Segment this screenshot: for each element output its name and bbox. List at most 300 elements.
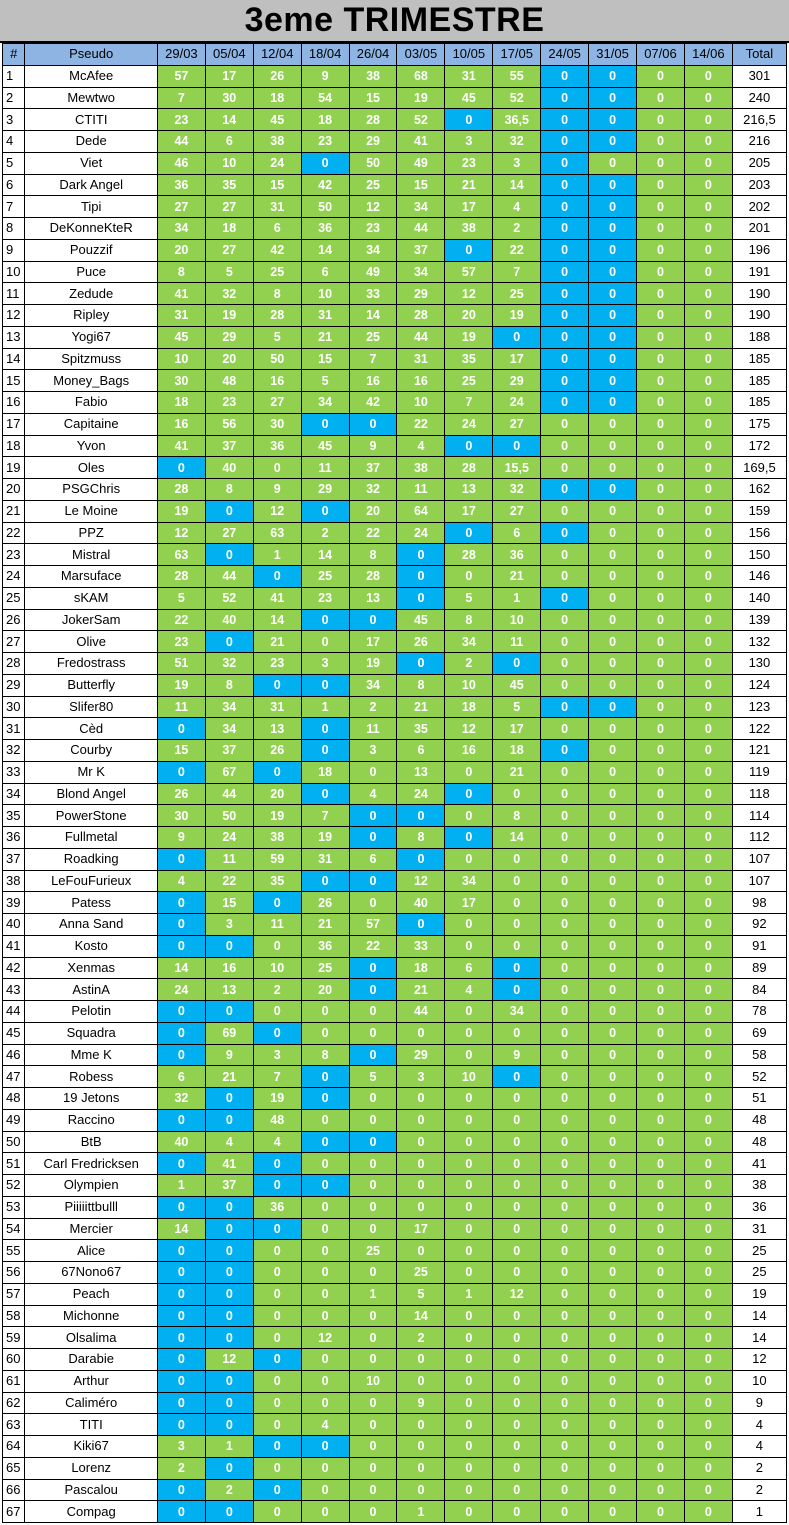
score-cell: 17 — [445, 500, 493, 522]
score-cell: 0 — [301, 1218, 349, 1240]
total-cell: 114 — [732, 805, 786, 827]
rank-cell: 62 — [3, 1392, 25, 1414]
rank-cell: 49 — [3, 1109, 25, 1131]
score-cell: 0 — [493, 1109, 541, 1131]
score-cell: 31 — [157, 305, 205, 327]
score-cell: 0 — [637, 413, 685, 435]
table-row — [3, 1457, 787, 1479]
score-cell: 13 — [253, 718, 301, 740]
score-cell: 0 — [541, 370, 589, 392]
score-cell: 0 — [637, 544, 685, 566]
score-cell: 0 — [589, 979, 637, 1001]
score-cell: 0 — [589, 631, 637, 653]
score-cell: 22 — [205, 870, 253, 892]
score-cell: 0 — [637, 566, 685, 588]
score-cell: 32 — [157, 1088, 205, 1110]
score-cell: 48 — [253, 1109, 301, 1131]
pseudo-cell: Viet — [25, 152, 158, 174]
score-cell: 0 — [589, 500, 637, 522]
score-cell: 5 — [301, 370, 349, 392]
score-cell: 0 — [205, 1327, 253, 1349]
score-cell: 0 — [541, 957, 589, 979]
score-cell: 0 — [684, 1414, 732, 1436]
pseudo-cell: AstinA — [25, 979, 158, 1001]
score-cell: 0 — [541, 1131, 589, 1153]
table-row — [3, 827, 787, 849]
score-cell: 0 — [684, 109, 732, 131]
score-cell: 17 — [493, 348, 541, 370]
score-cell: 0 — [589, 1131, 637, 1153]
score-cell: 4 — [445, 979, 493, 1001]
score-cell: 29 — [397, 283, 445, 305]
score-cell: 0 — [253, 1240, 301, 1262]
score-cell: 20 — [349, 500, 397, 522]
score-cell: 22 — [157, 609, 205, 631]
total-cell: 14 — [732, 1327, 786, 1349]
score-cell: 21 — [493, 761, 541, 783]
score-cell: 0 — [541, 609, 589, 631]
score-cell: 0 — [684, 1262, 732, 1284]
pseudo-cell: Alice — [25, 1240, 158, 1262]
score-cell: 0 — [684, 1044, 732, 1066]
score-cell: 0 — [541, 935, 589, 957]
score-cell: 24 — [253, 152, 301, 174]
header-rank: # — [3, 44, 25, 66]
header-row — [3, 44, 787, 66]
total-cell: 169,5 — [732, 457, 786, 479]
pseudo-cell: Pouzzif — [25, 239, 158, 261]
total-cell: 118 — [732, 783, 786, 805]
table-row — [3, 979, 787, 1001]
score-cell: 0 — [541, 1262, 589, 1284]
score-cell: 0 — [541, 740, 589, 762]
rank-cell: 22 — [3, 522, 25, 544]
score-cell: 28 — [349, 566, 397, 588]
score-cell: 0 — [684, 305, 732, 327]
total-cell: 185 — [732, 392, 786, 414]
score-cell: 4 — [205, 1131, 253, 1153]
pseudo-cell: Oles — [25, 457, 158, 479]
table-row — [3, 1196, 787, 1218]
score-cell: 0 — [253, 1022, 301, 1044]
score-cell: 31 — [397, 348, 445, 370]
rank-cell: 58 — [3, 1305, 25, 1327]
pseudo-cell: McAfee — [25, 65, 158, 87]
score-cell: 14 — [301, 239, 349, 261]
score-cell: 0 — [684, 65, 732, 87]
header-date: 17/05 — [493, 44, 541, 66]
score-cell: 0 — [301, 1022, 349, 1044]
score-cell: 0 — [301, 413, 349, 435]
score-cell: 33 — [397, 935, 445, 957]
score-cell: 0 — [541, 174, 589, 196]
score-cell: 52 — [397, 109, 445, 131]
score-cell: 0 — [684, 892, 732, 914]
score-cell: 0 — [493, 326, 541, 348]
pseudo-cell: Arthur — [25, 1370, 158, 1392]
score-cell: 2 — [157, 1457, 205, 1479]
score-cell: 21 — [253, 631, 301, 653]
score-cell: 0 — [589, 326, 637, 348]
score-cell: 15 — [253, 174, 301, 196]
score-cell: 0 — [589, 109, 637, 131]
score-cell: 18 — [205, 218, 253, 240]
score-cell: 0 — [541, 1457, 589, 1479]
score-cell: 0 — [349, 1479, 397, 1501]
score-cell: 6 — [253, 218, 301, 240]
score-cell: 4 — [301, 1414, 349, 1436]
score-cell: 14 — [205, 109, 253, 131]
score-cell: 0 — [541, 653, 589, 675]
score-cell: 0 — [157, 1109, 205, 1131]
score-cell: 0 — [445, 848, 493, 870]
score-cell: 38 — [445, 218, 493, 240]
pseudo-cell: Blond Angel — [25, 783, 158, 805]
table-row — [3, 370, 787, 392]
pseudo-cell: Peach — [25, 1283, 158, 1305]
score-cell: 0 — [493, 1022, 541, 1044]
table-row — [3, 1262, 787, 1284]
score-cell: 18 — [301, 761, 349, 783]
table-row — [3, 152, 787, 174]
total-cell: 107 — [732, 848, 786, 870]
score-cell: 7 — [493, 261, 541, 283]
score-cell: 69 — [205, 1022, 253, 1044]
score-cell: 0 — [541, 1001, 589, 1023]
score-cell: 0 — [589, 653, 637, 675]
score-cell: 0 — [684, 1436, 732, 1458]
rank-cell: 1 — [3, 65, 25, 87]
score-cell: 0 — [589, 479, 637, 501]
score-cell: 34 — [397, 261, 445, 283]
table-row — [3, 696, 787, 718]
score-cell: 0 — [637, 479, 685, 501]
score-cell: 0 — [157, 848, 205, 870]
score-cell: 0 — [301, 870, 349, 892]
total-cell: 156 — [732, 522, 786, 544]
rank-cell: 25 — [3, 587, 25, 609]
score-cell: 18 — [445, 696, 493, 718]
score-cell: 44 — [397, 326, 445, 348]
score-cell: 0 — [589, 522, 637, 544]
score-cell: 7 — [157, 87, 205, 109]
score-cell: 0 — [637, 283, 685, 305]
score-cell: 0 — [301, 500, 349, 522]
score-cell: 19 — [205, 305, 253, 327]
score-cell: 0 — [445, 1305, 493, 1327]
score-cell: 0 — [589, 1262, 637, 1284]
score-cell: 11 — [301, 457, 349, 479]
total-cell: 185 — [732, 348, 786, 370]
score-cell: 0 — [253, 761, 301, 783]
score-cell: 0 — [349, 413, 397, 435]
score-cell: 15,5 — [493, 457, 541, 479]
rank-cell: 43 — [3, 979, 25, 1001]
score-cell: 44 — [205, 566, 253, 588]
score-cell: 0 — [157, 718, 205, 740]
score-cell: 18 — [253, 87, 301, 109]
score-cell: 12 — [301, 1327, 349, 1349]
score-cell: 0 — [637, 696, 685, 718]
score-cell: 0 — [205, 1283, 253, 1305]
score-cell: 0 — [301, 631, 349, 653]
score-cell: 50 — [253, 348, 301, 370]
score-cell: 0 — [684, 239, 732, 261]
score-cell: 0 — [637, 370, 685, 392]
score-cell: 0 — [684, 283, 732, 305]
score-cell: 0 — [541, 1175, 589, 1197]
total-cell: 201 — [732, 218, 786, 240]
table-row — [3, 1327, 787, 1349]
table-row — [3, 522, 787, 544]
score-cell: 0 — [684, 1392, 732, 1414]
score-cell: 0 — [541, 1196, 589, 1218]
score-cell: 0 — [589, 239, 637, 261]
score-cell: 0 — [445, 805, 493, 827]
score-cell: 6 — [397, 740, 445, 762]
score-cell: 10 — [445, 1066, 493, 1088]
score-cell: 0 — [493, 914, 541, 936]
score-cell: 0 — [684, 653, 732, 675]
score-cell: 0 — [493, 957, 541, 979]
score-cell: 45 — [493, 674, 541, 696]
score-cell: 21 — [397, 696, 445, 718]
score-cell: 0 — [684, 1001, 732, 1023]
score-cell: 36 — [253, 1196, 301, 1218]
pseudo-cell: JokerSam — [25, 609, 158, 631]
score-cell: 11 — [253, 914, 301, 936]
score-cell: 30 — [205, 87, 253, 109]
score-cell: 0 — [397, 1153, 445, 1175]
score-cell: 3 — [349, 740, 397, 762]
rank-cell: 24 — [3, 566, 25, 588]
total-cell: 196 — [732, 239, 786, 261]
score-cell: 0 — [253, 935, 301, 957]
score-cell: 0 — [637, 392, 685, 414]
score-cell: 21 — [301, 326, 349, 348]
table-row — [3, 283, 787, 305]
score-cell: 0 — [397, 1196, 445, 1218]
score-cell: 0 — [349, 1175, 397, 1197]
total-cell: 89 — [732, 957, 786, 979]
score-cell: 0 — [541, 805, 589, 827]
score-cell: 30 — [157, 370, 205, 392]
score-cell: 0 — [157, 1240, 205, 1262]
total-cell: 2 — [732, 1479, 786, 1501]
score-cell: 0 — [684, 718, 732, 740]
pseudo-cell: Courby — [25, 740, 158, 762]
total-cell: 188 — [732, 326, 786, 348]
score-cell: 0 — [157, 1370, 205, 1392]
score-cell: 52 — [493, 87, 541, 109]
total-cell: 9 — [732, 1392, 786, 1414]
score-cell: 0 — [301, 718, 349, 740]
score-cell: 28 — [349, 109, 397, 131]
score-cell: 48 — [205, 370, 253, 392]
score-cell: 11 — [397, 479, 445, 501]
rank-cell: 16 — [3, 392, 25, 414]
score-cell: 0 — [541, 479, 589, 501]
score-cell: 0 — [253, 1501, 301, 1523]
total-cell: 92 — [732, 914, 786, 936]
score-cell: 24 — [445, 413, 493, 435]
score-cell: 0 — [493, 1327, 541, 1349]
score-cell: 0 — [684, 1109, 732, 1131]
score-cell: 16 — [349, 370, 397, 392]
rank-cell: 39 — [3, 892, 25, 914]
score-cell: 6 — [205, 131, 253, 153]
total-cell: 139 — [732, 609, 786, 631]
score-cell: 0 — [589, 957, 637, 979]
score-cell: 0 — [253, 1436, 301, 1458]
score-cell: 0 — [541, 1501, 589, 1523]
total-cell: 190 — [732, 283, 786, 305]
score-cell: 0 — [684, 196, 732, 218]
score-cell: 41 — [157, 435, 205, 457]
total-cell: 191 — [732, 261, 786, 283]
score-cell: 2 — [253, 979, 301, 1001]
score-cell: 63 — [253, 522, 301, 544]
table-row — [3, 783, 787, 805]
score-cell: 0 — [637, 674, 685, 696]
table-row — [3, 305, 787, 327]
score-cell: 0 — [541, 1370, 589, 1392]
total-cell: 78 — [732, 1001, 786, 1023]
pseudo-cell: Yogi67 — [25, 326, 158, 348]
score-cell: 20 — [205, 348, 253, 370]
total-cell: 159 — [732, 500, 786, 522]
table-row — [3, 566, 787, 588]
score-cell: 0 — [637, 935, 685, 957]
table-row — [3, 1088, 787, 1110]
score-cell: 1 — [205, 1436, 253, 1458]
score-cell: 34 — [349, 239, 397, 261]
score-cell: 17 — [349, 631, 397, 653]
score-cell: 0 — [445, 1436, 493, 1458]
score-cell: 0 — [397, 1479, 445, 1501]
rank-cell: 3 — [3, 109, 25, 131]
rank-cell: 28 — [3, 653, 25, 675]
rank-cell: 15 — [3, 370, 25, 392]
score-cell: 0 — [541, 1305, 589, 1327]
score-cell: 10 — [397, 392, 445, 414]
score-cell: 59 — [253, 848, 301, 870]
score-cell: 0 — [397, 805, 445, 827]
pseudo-cell: Fredostrass — [25, 653, 158, 675]
rank-cell: 61 — [3, 1370, 25, 1392]
score-cell: 0 — [157, 1001, 205, 1023]
score-cell: 10 — [205, 152, 253, 174]
score-cell: 0 — [493, 1414, 541, 1436]
score-cell: 0 — [637, 827, 685, 849]
score-cell: 0 — [157, 1305, 205, 1327]
score-cell: 0 — [684, 479, 732, 501]
score-cell: 18 — [301, 109, 349, 131]
rank-cell: 50 — [3, 1131, 25, 1153]
score-cell: 14 — [157, 1218, 205, 1240]
score-cell: 0 — [253, 1218, 301, 1240]
score-cell: 36,5 — [493, 109, 541, 131]
rank-cell: 59 — [3, 1327, 25, 1349]
pseudo-cell: Robess — [25, 1066, 158, 1088]
score-cell: 0 — [349, 1349, 397, 1371]
score-cell: 37 — [349, 457, 397, 479]
score-cell: 0 — [493, 935, 541, 957]
score-cell: 0 — [349, 1196, 397, 1218]
score-cell: 0 — [349, 805, 397, 827]
score-cell: 0 — [541, 196, 589, 218]
table-row — [3, 1479, 787, 1501]
score-cell: 57 — [445, 261, 493, 283]
score-cell: 0 — [541, 870, 589, 892]
score-cell: 0 — [349, 1436, 397, 1458]
pseudo-cell: 67Nono67 — [25, 1262, 158, 1284]
score-cell: 5 — [205, 261, 253, 283]
rank-cell: 18 — [3, 435, 25, 457]
score-cell: 0 — [157, 1479, 205, 1501]
score-cell: 0 — [397, 1022, 445, 1044]
score-cell: 13 — [205, 979, 253, 1001]
score-cell: 0 — [637, 174, 685, 196]
score-cell: 28 — [397, 305, 445, 327]
score-cell: 0 — [445, 1457, 493, 1479]
rank-cell: 32 — [3, 740, 25, 762]
header-date: 10/05 — [445, 44, 493, 66]
score-cell: 0 — [684, 500, 732, 522]
rank-cell: 45 — [3, 1022, 25, 1044]
score-cell: 0 — [684, 957, 732, 979]
score-cell: 0 — [637, 1349, 685, 1371]
score-cell: 57 — [157, 65, 205, 87]
score-cell: 0 — [637, 718, 685, 740]
score-cell: 0 — [684, 761, 732, 783]
pseudo-cell: Patess — [25, 892, 158, 914]
score-cell: 0 — [301, 1349, 349, 1371]
score-cell: 0 — [684, 1066, 732, 1088]
total-cell: 12 — [732, 1349, 786, 1371]
score-cell: 0 — [541, 783, 589, 805]
score-cell: 36 — [253, 435, 301, 457]
score-cell: 35 — [445, 348, 493, 370]
score-cell: 0 — [541, 848, 589, 870]
table-row — [3, 1175, 787, 1197]
score-cell: 28 — [445, 544, 493, 566]
score-cell: 0 — [397, 1436, 445, 1458]
score-cell: 0 — [637, 870, 685, 892]
score-cell: 0 — [157, 935, 205, 957]
table-row — [3, 1131, 787, 1153]
score-cell: 0 — [637, 261, 685, 283]
score-cell: 33 — [349, 283, 397, 305]
total-cell: 205 — [732, 152, 786, 174]
score-cell: 0 — [301, 1088, 349, 1110]
score-cell: 0 — [349, 1414, 397, 1436]
score-cell: 0 — [589, 152, 637, 174]
score-cell: 0 — [541, 131, 589, 153]
score-cell: 0 — [493, 653, 541, 675]
score-cell: 23 — [301, 587, 349, 609]
score-cell: 0 — [541, 587, 589, 609]
score-cell: 0 — [157, 1153, 205, 1175]
score-cell: 0 — [397, 1175, 445, 1197]
rank-cell: 36 — [3, 827, 25, 849]
score-cell: 14 — [493, 827, 541, 849]
header-date: 12/04 — [253, 44, 301, 66]
score-cell: 0 — [205, 544, 253, 566]
table-row — [3, 848, 787, 870]
score-cell: 1 — [397, 1501, 445, 1523]
header-date: 26/04 — [349, 44, 397, 66]
